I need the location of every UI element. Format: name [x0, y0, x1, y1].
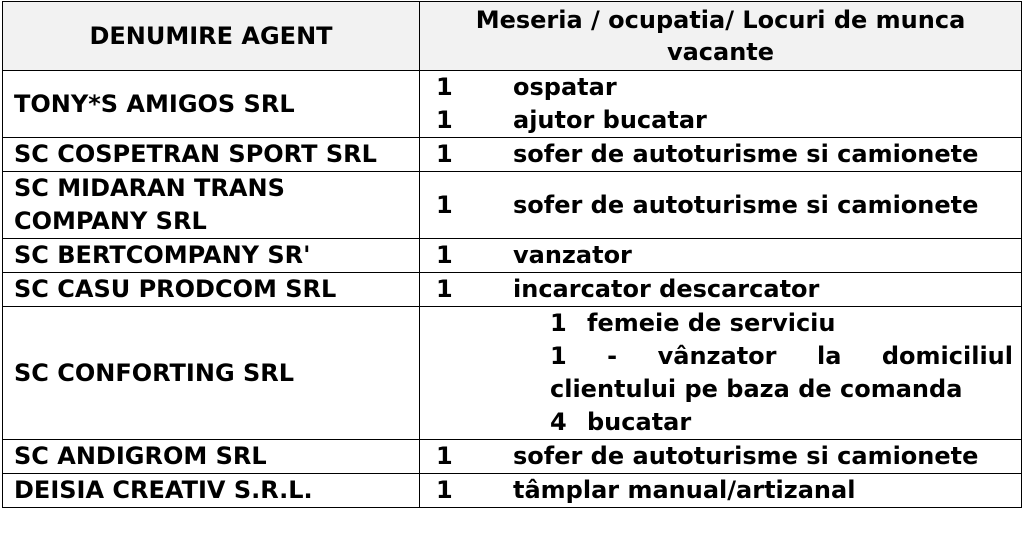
- agent-name-cell: SC CASU PRODCOM SRL: [3, 273, 420, 307]
- agent-name-cell: SC BERTCOMPANY SR': [3, 239, 420, 273]
- job-title: ajutor bucatar: [513, 106, 707, 134]
- table-row: [3, 273, 1022, 307]
- agent-name-cell: TONY*S AMIGOS SRL: [3, 71, 420, 138]
- table-header-row: [3, 2, 1022, 71]
- job-title-word: la: [816, 342, 842, 370]
- job-count: 1: [436, 476, 453, 504]
- jobs-cell: [420, 138, 1022, 172]
- table-row: [3, 474, 1022, 508]
- job-line: [420, 71, 1021, 104]
- job-title-word: domiciliul: [881, 342, 1013, 370]
- job-count: 4: [550, 408, 567, 436]
- job-count: 1: [550, 309, 567, 337]
- table-row: [3, 239, 1022, 273]
- agent-name-line1: SC MIDARAN TRANS: [14, 174, 285, 202]
- jobs-cell: [420, 307, 1022, 440]
- header-occupation-line2: vacante: [666, 38, 775, 66]
- job-vacancies-table: [2, 1, 1022, 508]
- job-line: [420, 104, 1021, 137]
- job-title: sofer de autoturisme si camionete: [513, 190, 979, 219]
- table-row: [3, 138, 1022, 172]
- job-line: [420, 474, 1021, 507]
- jobs-cell: [420, 440, 1022, 474]
- header-occupation-line1: Meseria / ocupatia/ Locuri de munca: [475, 6, 966, 34]
- job-title: sofer de autoturisme si camionete: [513, 442, 979, 470]
- job-title: tâmplar manual/artizanal: [513, 476, 856, 504]
- job-line-continued: clientului pe baza de comanda: [550, 375, 963, 403]
- job-title-word: vânzator: [657, 342, 777, 370]
- job-title: femeie de serviciu: [587, 309, 836, 337]
- table-row: [3, 71, 1022, 138]
- table-row: [3, 172, 1022, 239]
- job-line: [550, 307, 1013, 340]
- job-count: 1: [436, 140, 453, 168]
- job-count: 1: [436, 73, 453, 101]
- jobs-cell: [420, 273, 1022, 307]
- job-count: 1: [436, 241, 453, 269]
- job-line: [420, 239, 1021, 272]
- agent-name-cell: DEISIA CREATIV S.R.L.: [3, 474, 420, 508]
- job-count: 1: [436, 190, 453, 219]
- job-line: [550, 340, 1013, 373]
- agent-name-cell: SC COSPETRAN SPORT SRL: [3, 138, 420, 172]
- jobs-cell: [420, 71, 1022, 138]
- jobs-cell: [420, 239, 1022, 273]
- agent-name-cell: [3, 172, 420, 239]
- jobs-cell: [420, 172, 1022, 239]
- job-line: [420, 273, 1021, 306]
- job-line: [420, 189, 1021, 222]
- job-title: sofer de autoturisme si camionete: [513, 140, 979, 168]
- job-title: bucatar: [587, 408, 692, 436]
- job-title: incarcator descarcator: [513, 275, 820, 303]
- job-line: [420, 440, 1021, 473]
- job-title: vanzator: [513, 241, 632, 269]
- table-row: [3, 307, 1022, 440]
- job-separator: -: [607, 342, 618, 370]
- agent-name-cell: SC ANDIGROM SRL: [3, 440, 420, 474]
- job-count: 1: [436, 106, 453, 134]
- table-row: [3, 440, 1022, 474]
- job-count: 1: [436, 442, 453, 470]
- header-agent-name: DENUMIRE AGENT: [3, 2, 420, 71]
- job-line: [420, 138, 1021, 171]
- header-occupation: [420, 2, 1022, 71]
- agent-name-cell: SC CONFORTING SRL: [3, 307, 420, 440]
- job-count: 1: [550, 342, 567, 370]
- agent-name-line2: COMPANY SRL: [14, 207, 207, 235]
- jobs-cell: [420, 474, 1022, 508]
- job-count: 1: [436, 275, 453, 303]
- job-title: ospatar: [513, 73, 617, 101]
- job-line: [550, 406, 1013, 439]
